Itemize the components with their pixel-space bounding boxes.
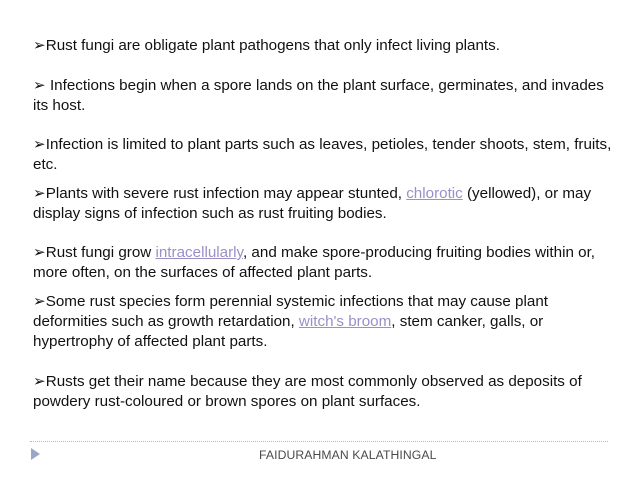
arrowhead-bullet-icon: ➢	[33, 37, 46, 54]
bullet-item-perennial-infections	[33, 292, 613, 352]
bullet-item-intracellular-growth	[33, 243, 613, 283]
bullet-item-infection-limited	[33, 135, 613, 175]
arrowhead-bullet-icon: ➢	[33, 136, 46, 153]
bullet-text-after: , and make spore-producing fruiting bodies within or, more often, on the surfaces of affected plant parts.	[33, 244, 596, 281]
bullet-item-rust-name	[33, 372, 613, 412]
bullet-item-infection-begins	[33, 76, 613, 116]
bullet-item-obligate-pathogens	[33, 36, 613, 56]
bullet-text-after: , stem canker, galls, or hypertrophy of affected plant parts.	[33, 313, 544, 350]
arrowhead-bullet-icon: ➢	[33, 244, 46, 261]
bullet-text: Rust fungi are obligate plant pathogens that only infect living plants.	[45, 37, 500, 54]
arrowhead-bullet-icon: ➢	[33, 185, 46, 202]
bullet-list	[33, 36, 613, 412]
bullet-text-before: Plants with severe rust infection may appear stunted,	[45, 185, 407, 202]
intracellularly-link[interactable]: intracellularly	[155, 244, 243, 261]
witchs-broom-link[interactable]: witch's broom	[298, 313, 392, 330]
bullet-text: Infections begin when a spore lands on the plant surface, germinates, and invades its host.	[33, 77, 604, 114]
bullet-text-before: Some rust species form perennial systemic infections that may cause plant deformities such as growth retardation,	[33, 293, 548, 330]
bullet-item-severe-infection	[33, 184, 613, 224]
chlorotic-link[interactable]: chlorotic	[406, 185, 463, 202]
footer-divider	[30, 441, 608, 442]
arrowhead-bullet-icon: ➢	[33, 373, 46, 390]
footer-author: FAIDURAHMAN KALATHINGAL	[259, 448, 437, 462]
bullet-text-after: (yellowed), or may display signs of infection such as rust fruiting bodies.	[33, 185, 592, 222]
bullet-text: Infection is limited to plant parts such as leaves, petioles, tender shoots, stem, fruits, etc.	[33, 136, 612, 173]
arrowhead-bullet-icon: ➢	[33, 293, 46, 310]
arrowhead-bullet-icon: ➢	[33, 77, 46, 94]
bullet-text-before: Rust fungi grow	[45, 244, 156, 261]
triangle-arrow-icon	[31, 448, 40, 460]
bullet-text: Rusts get their name because they are most commonly observed as deposits of powdery rust-coloured or brown spores on plant surfaces.	[33, 373, 582, 410]
